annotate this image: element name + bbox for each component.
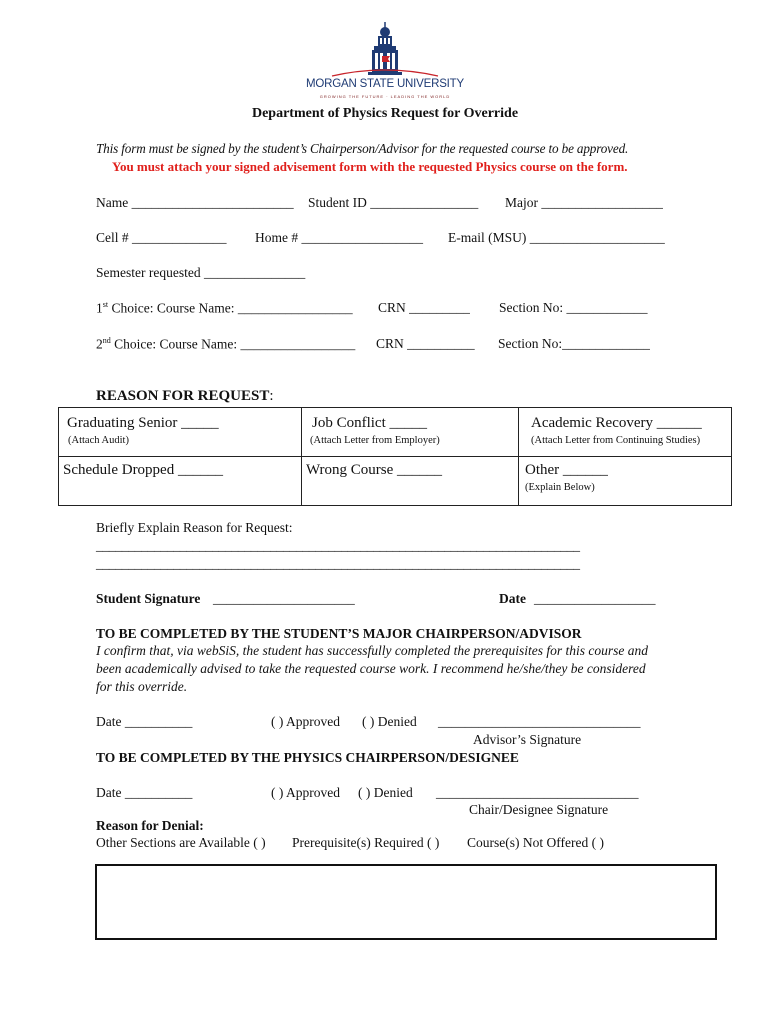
reason-graduating-senior-label: Graduating Senior _____	[67, 415, 219, 431]
logo-wordmark: MORGAN STATE UNIVERSITY	[306, 78, 464, 90]
reason-job-conflict-label: Job Conflict _____	[312, 415, 427, 431]
reason-graduating-senior-note: (Attach Audit)	[68, 435, 129, 446]
advisor-text-2: been academically advised to take the requested course work. I recommend he/she/they be considered	[96, 661, 646, 676]
advisor-heading: TO BE COMPLETED BY THE STUDENT’S MAJOR CHAIRPERSON/ADVISOR	[96, 626, 582, 641]
reason-heading-text: REASON FOR REQUEST	[96, 388, 270, 404]
physics-date-field[interactable]: Date __________	[96, 785, 193, 800]
denial-other-sections-option[interactable]: Other Sections are Available ( )	[96, 835, 266, 850]
second-choice-ordinal: 2	[96, 336, 103, 352]
advisor-text-3: for this override.	[96, 679, 188, 694]
comments-box[interactable]	[95, 864, 717, 940]
advisor-approved-option[interactable]: ( ) Approved	[271, 714, 340, 729]
first-choice-section[interactable]: Section No: ____________	[499, 300, 648, 315]
logo-tagline: GROWING THE FUTURE · LEADING THE WORLD	[319, 94, 451, 99]
reason-job-conflict-note: (Attach Letter from Employer)	[310, 435, 440, 446]
physics-heading: TO BE COMPLETED BY THE PHYSICS CHAIRPERSON/DESIGNEE	[96, 750, 519, 765]
reason-other-label: Other ______	[525, 462, 608, 478]
home-phone-field[interactable]: Home # __________________	[255, 230, 423, 245]
second-choice-course[interactable]	[96, 336, 355, 353]
reason-schedule-dropped-label: Schedule Dropped ______	[63, 462, 223, 478]
denial-prerequisite-option[interactable]: Prerequisite(s) Required ( )	[292, 835, 440, 850]
first-choice-course-label: Choice: Course Name: _________________	[111, 300, 353, 316]
advisor-text-1: I confirm that, via webSiS, the student has successfully completed the prerequisites for this course and	[96, 643, 649, 658]
physics-signature-line[interactable]: ______________________________	[436, 785, 639, 800]
reason-job-conflict[interactable]	[302, 408, 519, 457]
university-logo	[302, 18, 468, 102]
reasons-table	[58, 407, 732, 506]
signature-date-label: Date	[499, 591, 526, 606]
reason-wrong-course[interactable]	[302, 457, 519, 506]
second-choice-course-label: Choice: Course Name: _________________	[114, 336, 356, 352]
reason-graduating-senior[interactable]	[59, 408, 302, 457]
first-choice-ordinal: 1	[96, 300, 103, 316]
second-choice-ordinal-suffix: nd	[102, 336, 111, 345]
cell-field[interactable]: Cell # ______________	[96, 230, 227, 245]
name-field[interactable]: Name ________________________	[96, 195, 294, 210]
student-signature-label: Student Signature	[96, 591, 201, 606]
student-signature-line[interactable]: _____________________	[213, 591, 355, 606]
advisor-signature-line[interactable]: ______________________________	[438, 714, 641, 729]
reason-schedule-dropped[interactable]	[59, 457, 302, 506]
explain-line-1[interactable]: ___________________________________________________________________________	[96, 538, 580, 553]
explain-line-2[interactable]: ___________________________________________________________________________	[96, 556, 580, 571]
reason-heading	[96, 388, 274, 405]
reason-heading-colon: :	[269, 388, 274, 404]
reason-academic-recovery-note: (Attach Letter from Continuing Studies)	[531, 435, 701, 446]
denial-not-offered-option[interactable]: Course(s) Not Offered ( )	[467, 835, 604, 850]
building-tower-icon	[302, 18, 468, 80]
reason-academic-recovery[interactable]	[519, 408, 732, 457]
reason-academic-recovery-label: Academic Recovery ______	[531, 415, 702, 431]
advisor-date-field[interactable]: Date __________	[96, 714, 193, 729]
email-field[interactable]: E-mail (MSU) ____________________	[448, 230, 665, 245]
instruction-line-2: You must attach your signed advisement form with the requested Physics course on the form.	[112, 159, 628, 174]
advisor-signature-label: Advisor’s Signature	[473, 732, 582, 747]
second-choice-section[interactable]: Section No:_____________	[498, 336, 650, 351]
student-id-field[interactable]: Student ID ________________	[308, 195, 479, 210]
first-choice-ordinal-suffix: st	[102, 300, 109, 309]
reason-other-note: (Explain Below)	[525, 482, 595, 493]
major-field[interactable]: Major __________________	[505, 195, 663, 210]
second-choice-crn[interactable]: CRN __________	[376, 336, 475, 351]
form-title: Department of Physics Request for Override	[251, 106, 519, 121]
instruction-line-1: This form must be signed by the student’s Chairperson/Advisor for the requested course to be approved.	[96, 141, 629, 156]
reason-other[interactable]	[519, 457, 732, 506]
first-choice-crn[interactable]: CRN _________	[378, 300, 470, 315]
semester-field[interactable]: Semester requested _______________	[96, 265, 306, 280]
advisor-denied-option[interactable]: ( ) Denied	[362, 714, 417, 729]
signature-date-line[interactable]: __________________	[534, 591, 656, 606]
denial-heading: Reason for Denial:	[96, 818, 204, 833]
physics-denied-option[interactable]: ( ) Denied	[358, 785, 413, 800]
first-choice-course[interactable]	[96, 300, 353, 317]
reason-wrong-course-label: Wrong Course ______	[306, 462, 443, 478]
physics-signature-label: Chair/Designee Signature	[469, 802, 609, 817]
physics-approved-option[interactable]: ( ) Approved	[271, 785, 340, 800]
explain-label: Briefly Explain Reason for Request:	[96, 520, 293, 535]
